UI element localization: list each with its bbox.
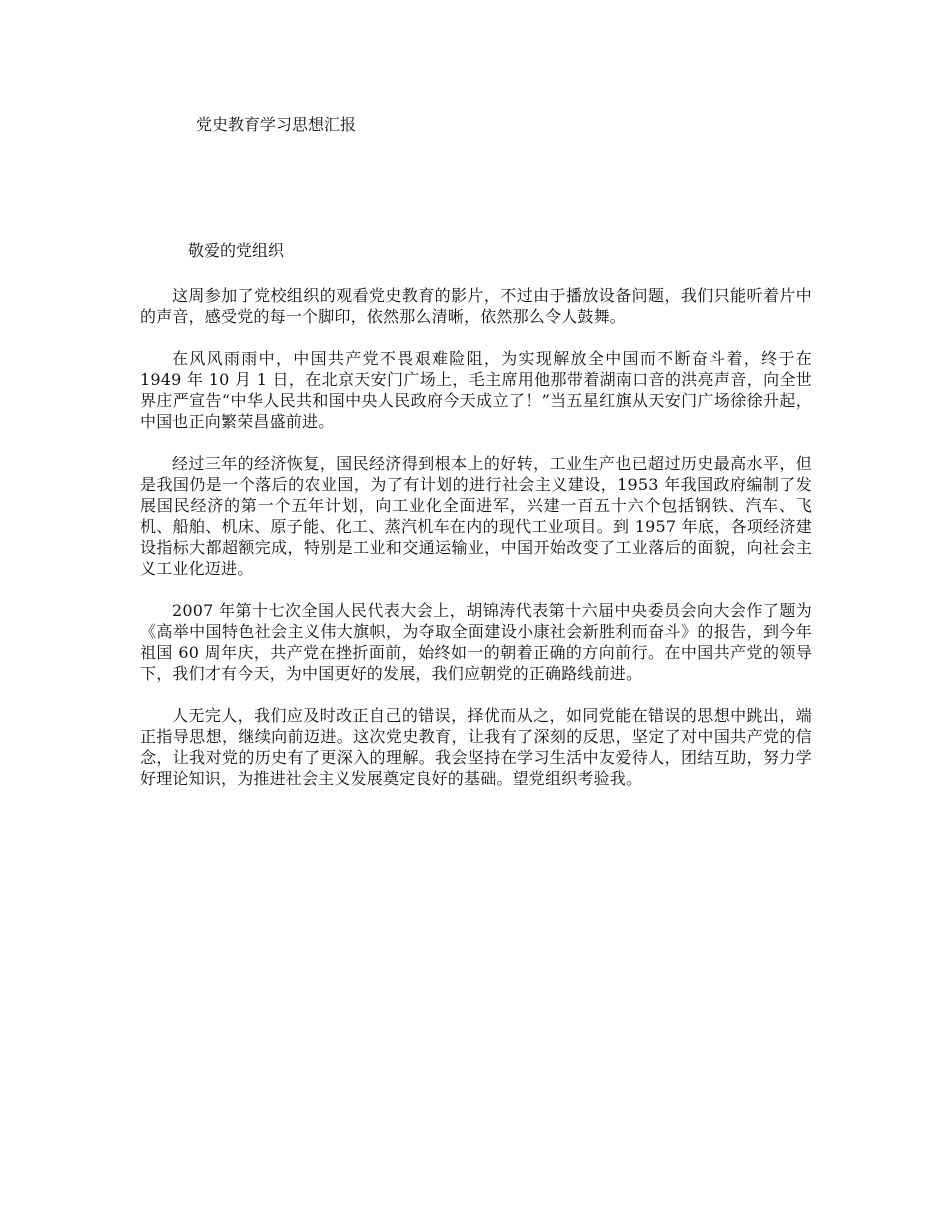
salutation: 敬爱的党组织 [188,241,285,260]
paragraph-1: 这周参加了党校组织的观看党史教育的影片，不过由于播放设备问题，我们只能听着片中的声音，感受党的每一个脚印，依然那么清晰，依然那么令人鼓舞。 [140,286,812,326]
paragraph-4: 2007 年第十七次全国人民代表大会上，胡锦涛代表第十六届中央委员会向大会作了题为《高举中国特色社会主义伟大旗帜，为夺取全面建设小康社会新胜利而奋斗》的报告，到今年祖国 60 周年庆，共产党在挫折面前，始终如一的朝着正确的方向前行。在中国共产党的领导下，我们才有今天，为中国更好的发展，我们应朝党的正确路线前进。 [140,601,812,683]
paragraph-5: 人无完人，我们应及时改正自己的错误，择优而从之，如同党能在错误的思想中跳出，端正指导思想，继续向前迈进。这次党史教育，让我有了深刻的反思，坚定了对中国共产党的信念，让我对党的历史有了更深入的理解。我会坚持在学习生活中友爱待人，团结互助，努力学好理论知识，为推进社会主义发展奠定良好的基础。望党组织考验我。 [140,706,812,788]
paragraph-3: 经过三年的经济恢复，国民经济得到根本上的好转，工业生产也已超过历史最高水平，但是我国仍是一个落后的农业国，为了有计划的进行社会主义建设，1953 年我国政府编制了发展国民经济的第一个五年计划，向工业化全面进军，兴建一百五十六个包括钢铁、汽车、飞机、船舶、机床、原子能、化工、蒸汽机车在内的现代工业项目。到 1957 年底，各项经济建设指标大都超额完成，特别是工业和交通运输业，中国开始改变了工业落后的面貌，向社会主义工业化迈进。 [140,454,812,578]
paragraph-2: 在风风雨雨中，中国共产党不畏艰难险阻，为实现解放全中国而不断奋斗着，终于在 1949 年 10 月 1 日，在北京天安门广场上，毛主席用他那带着湖南口音的洪亮声音，向全世界庄严宣告“中华人民共和国中央人民政府今天成立了！”当五星红旗从天安门广场徐徐升起，中国也正向繁荣昌盛前进。 [140,349,812,431]
document-title: 党史教育学习思想汇报 [196,115,357,134]
document-body [140,285,812,810]
